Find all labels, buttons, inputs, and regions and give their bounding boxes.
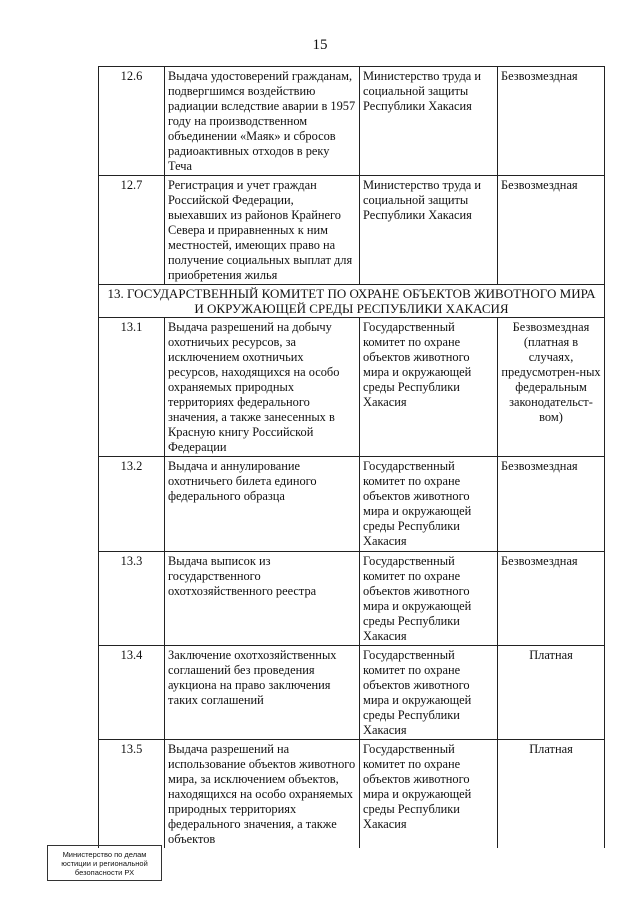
- responsible-authority: Министерство труда и социальной защиты Республики Хакасия: [360, 67, 498, 176]
- responsible-authority: Министерство труда и социальной защиты Республики Хакасия: [360, 176, 498, 285]
- stamp-line: юстиции и региональной: [61, 859, 148, 868]
- responsible-authority: Государственный комитет по охране объектов животного мира и окружающей среды Республики Хакасия: [360, 646, 498, 740]
- table-row: [99, 176, 605, 285]
- stamp-line: безопасности РХ: [74, 868, 135, 877]
- table-row: [99, 457, 605, 552]
- table-row: [99, 67, 605, 176]
- stamp-line: Министерство по делам: [62, 850, 147, 859]
- service-name: Выдача удостоверений гражданам, подвергшимся воздействию радиации вследствие аварии в 1957 году на производственном объединении «Маяк» и сбросов радиоактивных отходов в реку Теча: [165, 67, 360, 176]
- row-number: 13.3: [99, 552, 165, 646]
- responsible-authority: Государственный комитет по охране объектов животного мира и окружающей среды Республики Хакасия: [360, 552, 498, 646]
- row-number: 12.7: [99, 176, 165, 285]
- row-number: 13.1: [99, 318, 165, 457]
- section-heading-row: [99, 285, 605, 318]
- ministry-stamp: [47, 845, 162, 881]
- fee-type: Безвозмездная: [498, 67, 605, 176]
- fee-type: Безвозмездная: [498, 552, 605, 646]
- table-row: [99, 740, 605, 849]
- row-number: 13.5: [99, 740, 165, 849]
- row-number: 12.6: [99, 67, 165, 176]
- services-table: [98, 66, 605, 848]
- service-name: Заключение охотхозяйственных соглашений без проведения аукциона на право заключения таких соглашений: [165, 646, 360, 740]
- table-row: [99, 646, 605, 740]
- table-row: [99, 318, 605, 457]
- responsible-authority: Государственный комитет по охране объектов животного мира и окружающей среды Республики Хакасия: [360, 318, 498, 457]
- fee-type: Безвозмездная: [498, 457, 605, 552]
- fee-type: Безвозмездная: [498, 176, 605, 285]
- fee-type: Платная: [498, 740, 605, 849]
- fee-type: Безвозмездная (платная в случаях, предусмотрен-ных федеральным законодательст-вом): [498, 318, 605, 457]
- row-number: 13.2: [99, 457, 165, 552]
- table-row: [99, 552, 605, 646]
- section-heading: 13. ГОСУДАРСТВЕННЫЙ КОМИТЕТ ПО ОХРАНЕ ОБЪЕКТОВ ЖИВОТНОГО МИРА И ОКРУЖАЮЩЕЙ СРЕДЫ РЕСПУБЛИКИ ХАКАСИЯ: [99, 285, 605, 318]
- service-name: Выдача разрешений на добычу охотничьих ресурсов, за исключением охотничьих ресурсов, находящихся на особо охраняемых природных территориях федерального значения, а также занесенных в Красную книгу Российской Федерации: [165, 318, 360, 457]
- service-name: Выдача выписок из государственного охотхозяйственного реестра: [165, 552, 360, 646]
- service-name: Выдача и аннулирование охотничьего билета единого федерального образца: [165, 457, 360, 552]
- responsible-authority: Государственный комитет по охране объектов животного мира и окружающей среды Республики Хакасия: [360, 740, 498, 849]
- fee-type: Платная: [498, 646, 605, 740]
- row-number: 13.4: [99, 646, 165, 740]
- service-name: Регистрация и учет граждан Российской Федерации, выехавших из районов Крайнего Севера и приравненных к ним местностей, имеющих право на получение социальных выплат для приобретения жилья: [165, 176, 360, 285]
- service-name: Выдача разрешений на использование объектов животного мира, за исключением объектов, находящихся на особо охраняемых природных территориях федерального значения, а также объектов: [165, 740, 360, 849]
- page-number: 15: [312, 37, 328, 53]
- responsible-authority: Государственный комитет по охране объектов животного мира и окружающей среды Республики Хакасия: [360, 457, 498, 552]
